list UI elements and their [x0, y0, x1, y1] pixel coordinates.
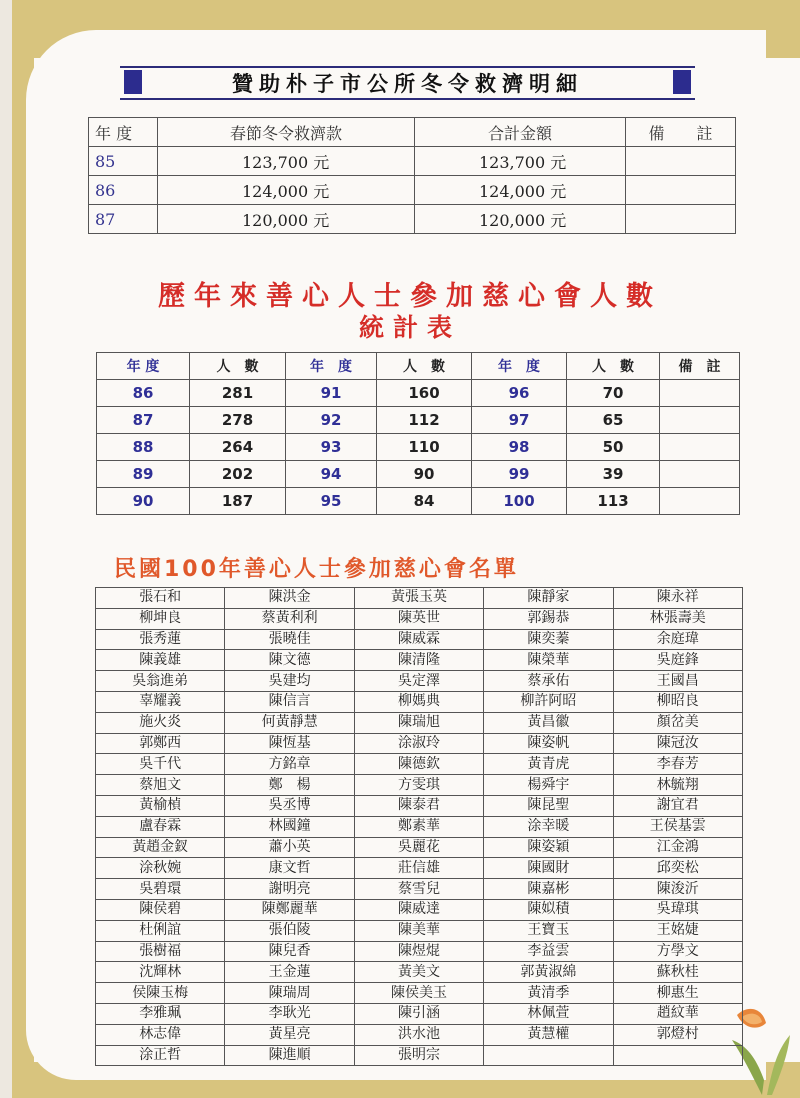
- name-cell: 黃美文: [354, 962, 483, 983]
- name-cell: 涂幸暖: [484, 816, 613, 837]
- name-cell: 李春芳: [613, 754, 742, 775]
- name-cell: 謝宜君: [613, 795, 742, 816]
- stats-cell: 112: [377, 407, 472, 434]
- name-cell: 涂秋婉: [96, 858, 225, 879]
- name-cell: 王寶玉: [484, 920, 613, 941]
- table-row: [96, 775, 743, 796]
- name-cell: 郭錫恭: [484, 608, 613, 629]
- table-row: [89, 205, 736, 234]
- name-cell: 吳千代: [96, 754, 225, 775]
- stats-header-cell: 備 註: [660, 353, 740, 380]
- table-row: [96, 858, 743, 879]
- name-cell: 陳引涵: [354, 1003, 483, 1024]
- table-row: [96, 983, 743, 1004]
- name-cell: 王姳婕: [613, 920, 742, 941]
- stats-title-line1: 歷年來善心人士參加慈心會人數: [158, 281, 662, 312]
- name-cell: 林毓翔: [613, 775, 742, 796]
- name-cell: 杜俐誼: [96, 920, 225, 941]
- name-cell: 蔡黃利利: [225, 608, 354, 629]
- name-cell: 李益雲: [484, 941, 613, 962]
- name-cell: 吳庭鋒: [613, 650, 742, 671]
- stats-cell: 94: [286, 461, 377, 488]
- name-cell: 陳兒香: [225, 941, 354, 962]
- name-cell: 黃清季: [484, 983, 613, 1004]
- names-table: [95, 587, 743, 1066]
- name-cell: 吳碧環: [96, 879, 225, 900]
- name-cell: 何黃靜慧: [225, 712, 354, 733]
- name-cell: 吳翁進弟: [96, 671, 225, 692]
- name-cell: 陳姿帆: [484, 733, 613, 754]
- cell-note: [626, 205, 736, 234]
- banner-right-bar: [673, 70, 691, 94]
- name-cell: 涂正哲: [96, 1045, 225, 1066]
- stats-table-header: [97, 353, 740, 380]
- header-year: 年 度: [89, 118, 158, 147]
- name-cell: 謝明亮: [225, 879, 354, 900]
- stats-cell: 87: [97, 407, 190, 434]
- stats-cell: 281: [190, 380, 286, 407]
- name-cell: 陳文德: [225, 650, 354, 671]
- name-cell: 王侯基雲: [613, 816, 742, 837]
- name-cell: 陳侯美玉: [354, 983, 483, 1004]
- name-cell: 林張壽美: [613, 608, 742, 629]
- name-cell: 柳惠生: [613, 983, 742, 1004]
- stats-cell: 86: [97, 380, 190, 407]
- table-row: [96, 1003, 743, 1024]
- name-cell: 陳冠汝: [613, 733, 742, 754]
- stats-header-cell: 年 度: [472, 353, 567, 380]
- stats-cell: 110: [377, 434, 472, 461]
- name-cell: 陳姿穎: [484, 837, 613, 858]
- name-cell: 陳榮華: [484, 650, 613, 671]
- name-cell: 陳信言: [225, 691, 354, 712]
- stats-cell: 95: [286, 488, 377, 515]
- table-row: [96, 879, 743, 900]
- table-row: [96, 671, 743, 692]
- name-cell: 江金鴻: [613, 837, 742, 858]
- table-row: [96, 795, 743, 816]
- name-cell: 王金蓮: [225, 962, 354, 983]
- stats-cell: 65: [567, 407, 660, 434]
- name-cell: [613, 1045, 742, 1066]
- name-cell: 陳恆基: [225, 733, 354, 754]
- name-cell: 陳鄭麗華: [225, 899, 354, 920]
- stats-cell: [660, 461, 740, 488]
- stats-cell: 100: [472, 488, 567, 515]
- name-cell: 陳瑞旭: [354, 712, 483, 733]
- name-cell: 施火炎: [96, 712, 225, 733]
- table-row: [97, 434, 740, 461]
- name-cell: 陳進順: [225, 1045, 354, 1066]
- name-cell: 陳洪金: [225, 588, 354, 609]
- stats-cell: 50: [567, 434, 660, 461]
- stats-cell: 39: [567, 461, 660, 488]
- name-cell: 郭燈村: [613, 1024, 742, 1045]
- name-cell: 柳媽典: [354, 691, 483, 712]
- name-cell: 陳永祥: [613, 588, 742, 609]
- table-row: [97, 488, 740, 515]
- name-cell: 吳定澤: [354, 671, 483, 692]
- name-cell: 吳瑋琪: [613, 899, 742, 920]
- name-cell: 方雯琪: [354, 775, 483, 796]
- name-cell: 陳英世: [354, 608, 483, 629]
- name-cell: 郭鄭西: [96, 733, 225, 754]
- name-cell: 柳昭良: [613, 691, 742, 712]
- name-cell: 陳靜家: [484, 588, 613, 609]
- stats-cell: 113: [567, 488, 660, 515]
- cell-amount: 123,700 元: [158, 147, 415, 176]
- name-cell: 黃青虎: [484, 754, 613, 775]
- relief-table-header: [89, 118, 736, 147]
- name-cell: 陳威霖: [354, 629, 483, 650]
- name-cell: 陳泰君: [354, 795, 483, 816]
- stats-table: [96, 352, 740, 515]
- stats-cell: 93: [286, 434, 377, 461]
- cell-amount: 120,000 元: [158, 205, 415, 234]
- name-cell: 黃慧權: [484, 1024, 613, 1045]
- name-cell: 楊舜宇: [484, 775, 613, 796]
- name-cell: 陳國財: [484, 858, 613, 879]
- cell-amount: 124,000 元: [158, 176, 415, 205]
- stats-cell: 99: [472, 461, 567, 488]
- name-cell: 林志偉: [96, 1024, 225, 1045]
- stats-cell: 264: [190, 434, 286, 461]
- name-cell: 陳浚沂: [613, 879, 742, 900]
- cell-note: [626, 147, 736, 176]
- name-cell: 侯陳玉梅: [96, 983, 225, 1004]
- table-row: [89, 147, 736, 176]
- name-cell: 黃榆楨: [96, 795, 225, 816]
- name-cell: 張曉佳: [225, 629, 354, 650]
- stats-cell: 278: [190, 407, 286, 434]
- name-cell: 張明宗: [354, 1045, 483, 1066]
- name-cell: 陳德欽: [354, 754, 483, 775]
- name-cell: 林佩萱: [484, 1003, 613, 1024]
- name-cell: 郭黃淑綿: [484, 962, 613, 983]
- stats-cell: 90: [97, 488, 190, 515]
- name-cell: 陳瑞周: [225, 983, 354, 1004]
- table-row: [96, 962, 743, 983]
- stats-cell: 160: [377, 380, 472, 407]
- name-cell: 吳建均: [225, 671, 354, 692]
- stats-cell: 89: [97, 461, 190, 488]
- name-cell: 方學文: [613, 941, 742, 962]
- table-row: [96, 899, 743, 920]
- name-cell: 陳姒積: [484, 899, 613, 920]
- table-row: [96, 754, 743, 775]
- name-cell: 黃張玉英: [354, 588, 483, 609]
- table-row: [96, 712, 743, 733]
- name-cell: 趙紋華: [613, 1003, 742, 1024]
- name-cell: 陳威達: [354, 899, 483, 920]
- stats-header-cell: 人 數: [567, 353, 660, 380]
- cell-total: 124,000 元: [415, 176, 626, 205]
- name-cell: 陳清隆: [354, 650, 483, 671]
- name-cell: 莊信雄: [354, 858, 483, 879]
- stats-cell: 84: [377, 488, 472, 515]
- table-row: [96, 733, 743, 754]
- cell-total: 120,000 元: [415, 205, 626, 234]
- stats-header-cell: 年 度: [286, 353, 377, 380]
- cell-note: [626, 176, 736, 205]
- table-row: [96, 837, 743, 858]
- table-row: [97, 380, 740, 407]
- table-row: [96, 650, 743, 671]
- table-row: [96, 1024, 743, 1045]
- table-row: [96, 691, 743, 712]
- cell-total: 123,700 元: [415, 147, 626, 176]
- stats-cell: 70: [567, 380, 660, 407]
- name-cell: 余庭瑋: [613, 629, 742, 650]
- stats-cell: [660, 488, 740, 515]
- table-row: [89, 176, 736, 205]
- stats-header-cell: 人 數: [377, 353, 472, 380]
- name-cell: 陳侯碧: [96, 899, 225, 920]
- name-cell: 鄭 楊: [225, 775, 354, 796]
- name-cell: [484, 1045, 613, 1066]
- name-cell: 王國昌: [613, 671, 742, 692]
- stats-table-body: [97, 353, 740, 515]
- table-row: [96, 941, 743, 962]
- stats-cell: 97: [472, 407, 567, 434]
- name-cell: 柳坤良: [96, 608, 225, 629]
- stats-cell: [660, 407, 740, 434]
- stats-title-line2: 統計表: [358, 313, 461, 342]
- name-cell: 辜耀義: [96, 691, 225, 712]
- table-row: [96, 588, 743, 609]
- stats-cell: 98: [472, 434, 567, 461]
- name-cell: 蔡承佑: [484, 671, 613, 692]
- banner-left-bar: [124, 70, 142, 94]
- name-cell: 鄭素華: [354, 816, 483, 837]
- section-title-banner: [120, 66, 695, 100]
- stats-cell: 96: [472, 380, 567, 407]
- table-row: [96, 608, 743, 629]
- table-row: [96, 920, 743, 941]
- stats-cell: 92: [286, 407, 377, 434]
- name-cell: 沈輝林: [96, 962, 225, 983]
- name-cell: 張伯陵: [225, 920, 354, 941]
- header-note: 備 註: [626, 118, 736, 147]
- name-cell: 張樹福: [96, 941, 225, 962]
- name-cell: 陳嘉彬: [484, 879, 613, 900]
- name-cell: 黃昌徽: [484, 712, 613, 733]
- stats-cell: 90: [377, 461, 472, 488]
- name-cell: 吳麗花: [354, 837, 483, 858]
- name-cell: 陳昆聖: [484, 795, 613, 816]
- cell-year: 85: [89, 147, 158, 176]
- table-row: [96, 816, 743, 837]
- names-title: 民國100年善心人士參加慈心會名單: [114, 557, 519, 582]
- stats-cell: 202: [190, 461, 286, 488]
- header-total: 合計金額: [415, 118, 626, 147]
- stats-cell: 88: [97, 434, 190, 461]
- page-edge: [0, 0, 12, 1098]
- name-cell: 李耿光: [225, 1003, 354, 1024]
- cell-year: 86: [89, 176, 158, 205]
- name-cell: 邱奕松: [613, 858, 742, 879]
- name-cell: 吳丞博: [225, 795, 354, 816]
- stats-cell: 91: [286, 380, 377, 407]
- name-cell: 黃趙金釵: [96, 837, 225, 858]
- name-cell: 柳許阿昭: [484, 691, 613, 712]
- table-row: [97, 461, 740, 488]
- relief-table: [88, 117, 736, 234]
- name-cell: 顏岔美: [613, 712, 742, 733]
- name-cell: 涂淑玲: [354, 733, 483, 754]
- name-cell: 張秀蓮: [96, 629, 225, 650]
- name-cell: 張石和: [96, 588, 225, 609]
- stats-header-cell: 人 數: [190, 353, 286, 380]
- name-cell: 陳義雄: [96, 650, 225, 671]
- name-cell: 蘇秋桂: [613, 962, 742, 983]
- stats-cell: [660, 380, 740, 407]
- table-row: [96, 629, 743, 650]
- table-row: [96, 1045, 743, 1066]
- name-cell: 林國鐘: [225, 816, 354, 837]
- name-cell: 方銘章: [225, 754, 354, 775]
- name-cell: 蔡旭文: [96, 775, 225, 796]
- name-cell: 陳煜焜: [354, 941, 483, 962]
- stats-header-cell: 年 度: [97, 353, 190, 380]
- stats-cell: 187: [190, 488, 286, 515]
- name-cell: 蔡雪兒: [354, 879, 483, 900]
- name-cell: 盧春霖: [96, 816, 225, 837]
- header-amount: 春節冬令救濟款: [158, 118, 415, 147]
- name-cell: 洪水池: [354, 1024, 483, 1045]
- name-cell: 陳奕蓁: [484, 629, 613, 650]
- name-cell: 蕭小英: [225, 837, 354, 858]
- names-table-body: [96, 588, 743, 1066]
- name-cell: 李雅珮: [96, 1003, 225, 1024]
- name-cell: 陳美華: [354, 920, 483, 941]
- name-cell: 康文哲: [225, 858, 354, 879]
- relief-title: 贊助朴子市公所冬令救濟明細: [232, 71, 583, 96]
- table-row: [97, 407, 740, 434]
- cell-year: 87: [89, 205, 158, 234]
- stats-cell: [660, 434, 740, 461]
- name-cell: 黃星亮: [225, 1024, 354, 1045]
